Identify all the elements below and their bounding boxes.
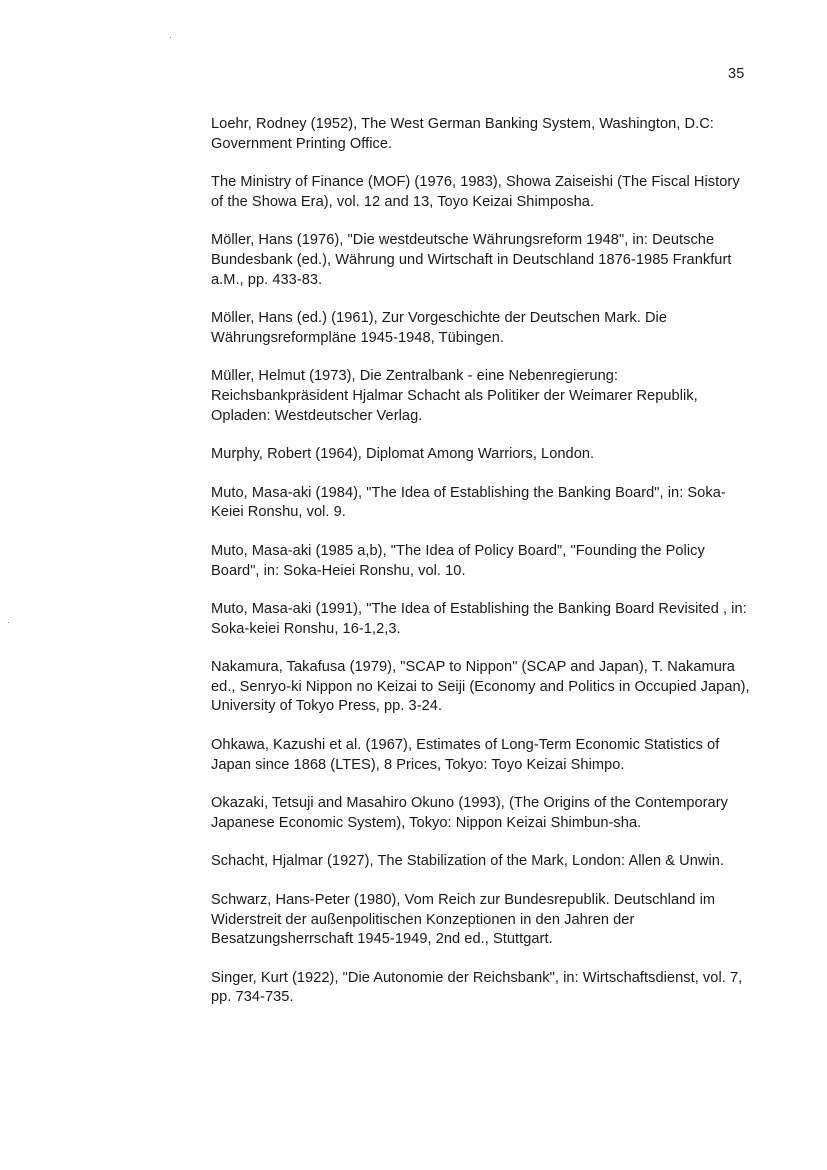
- reference-entry: Muto, Masa-aki (1984), "The Idea of Establishing the Banking Board", in: Soka-Keiei Ronshu, vol. 9.: [211, 484, 726, 521]
- scan-speck: [170, 37, 171, 38]
- scan-speck: [8, 622, 9, 623]
- reference-entry: Muto, Masa-aki (1991), "The Idea of Establishing the Banking Board Revisited , in: Soka-keiei Ronshu, 16-1,2,3.: [211, 601, 747, 637]
- reference-entry: Singer, Kurt (1922), "Die Autonomie der Reichsbank", in: Wirtschaftsdienst, vol. 7, pp. 734-735.: [211, 969, 743, 1006]
- reference-entry: Murphy, Robert (1964), Diplomat Among Warriors, London.: [211, 446, 595, 463]
- reference-entry: Okazaki, Tetsuji and Masahiro Okuno (1993), (The Origins of the Contemporary Japanese Economic System), Tokyo: Nippon Keizai Shimbun-sha.: [211, 795, 728, 831]
- reference-entry: Möller, Hans (1976), "Die westdeutsche Währungsreform 1948", in: Deutsche Bundesbank (ed.), Währung und Wirtschaft in Deutschland 1876-1985 Frankfurt a.M., pp. 433-83.: [211, 232, 732, 288]
- reference-entry: The Ministry of Finance (MOF) (1976, 1983), Showa Zaiseishi (The Fiscal History of the Showa Era), vol. 12 and 13, Toyo Keizai Shimposha.: [211, 174, 740, 210]
- page-number: 35: [728, 66, 745, 82]
- reference-entry: Möller, Hans (ed.) (1961), Zur Vorgeschichte der Deutschen Mark. Die Währungsreformpläne 1945-1948, Tübingen.: [211, 310, 667, 346]
- reference-entry: Schacht, Hjalmar (1927), The Stabilization of the Mark, London: Allen & Unwin.: [211, 853, 725, 870]
- reference-entry: Ohkawa, Kazushi et al. (1967), Estimates of Long-Term Economic Statistics of Japan since 1868 (LTES), 8 Prices, Tokyo: Toyo Keizai Shimpo.: [211, 737, 720, 773]
- reference-entry: Muto, Masa-aki (1985 a,b), "The Idea of Policy Board", "Founding the Policy Board", in: Soka-Heiei Ronshu, vol. 10.: [211, 542, 705, 579]
- reference-entry: Nakamura, Takafusa (1979), "SCAP to Nippon" (SCAP and Japan), T. Nakamura ed., Senryo-ki Nippon no Keizai to Seiji (Economy and Politics in Occupied Japan), University of Tokyo Press, pp. 3-24.: [211, 659, 750, 715]
- reference-list: [211, 115, 756, 1008]
- reference-entry: Müller, Helmut (1973), Die Zentralbank - eine Nebenregierung: Reichsbankpräsident Hjalmar Schacht als Politiker der Weimarer Republik, Opladen: Westdeutscher Verlag.: [211, 368, 698, 424]
- reference-entry: Schwarz, Hans-Peter (1980), Vom Reich zur Bundesrepublik. Deutschland im Widerstreit der außenpolitischen Konzeptionen in den Jahren der Besatzungsherrschaft 1945-1949, 2nd ed., Stuttgart.: [211, 892, 716, 948]
- reference-entry: Loehr, Rodney (1952), The West German Banking System, Washington, D.C: Government Printing Office.: [211, 116, 714, 152]
